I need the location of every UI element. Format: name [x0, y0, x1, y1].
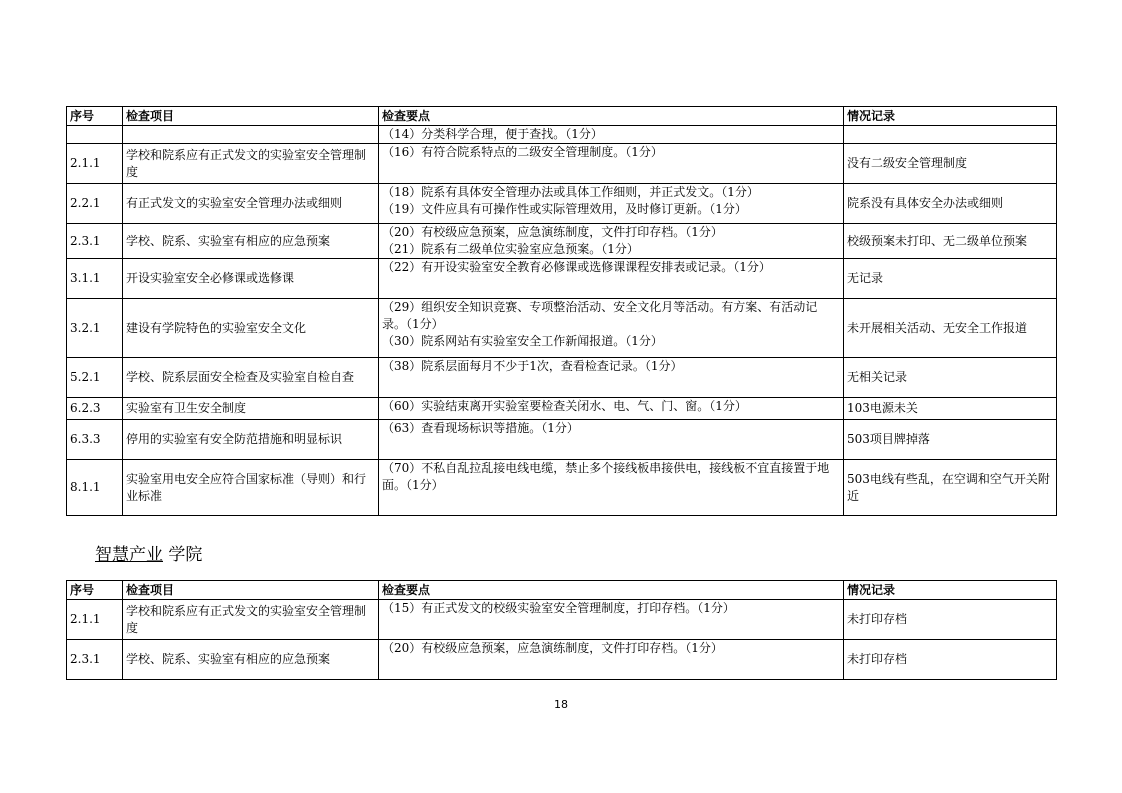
header-no: 序号: [67, 581, 123, 600]
cell-points: [379, 224, 844, 259]
cell-points: [379, 358, 844, 398]
check-point: （60）实验结束离开实验室要检查关闭水、电、气、门、窗。（1分）: [382, 399, 747, 413]
check-point: （30）院系网站有实验室安全工作新闻报道。（1分）: [382, 334, 663, 348]
section-title-rest: 学院: [163, 545, 203, 565]
table-row: [67, 184, 1057, 224]
check-point: （29）组织安全知识竞赛、专项整治活动、安全文化月等活动。有方案、有活动记录。（1分）: [382, 300, 818, 331]
cell-no: 2.3.1: [67, 224, 123, 259]
cell-record: 未打印存档: [844, 600, 1057, 640]
cell-no: [67, 126, 123, 144]
cell-points: [379, 640, 844, 680]
cell-item: 停用的实验室有安全防范措施和明显标识: [123, 420, 379, 460]
cell-item: 学校和院系应有正式发文的实验室安全管理制度: [123, 600, 379, 640]
section-title-underlined: 智慧产业: [95, 545, 163, 565]
cell-record: 院系没有具体安全办法或细则: [844, 184, 1057, 224]
cell-item: 学校、院系层面安全检查及实验室自检自查: [123, 358, 379, 398]
cell-points: [379, 126, 844, 144]
table-row: [67, 299, 1057, 358]
cell-record: 未开展相关活动、无安全工作报道: [844, 299, 1057, 358]
header-points: 检查要点: [379, 107, 844, 126]
table-row: [67, 259, 1057, 299]
cell-no: 2.2.1: [67, 184, 123, 224]
cell-record: 503项目牌掉落: [844, 420, 1057, 460]
cell-item: 实验室用电安全应符合国家标准（导则）和行业标准: [123, 460, 379, 516]
table-row: [67, 600, 1057, 640]
cell-no: 2.3.1: [67, 640, 123, 680]
cell-record: 未打印存档: [844, 640, 1057, 680]
table-row: [67, 144, 1057, 184]
cell-item: 学校和院系应有正式发文的实验室安全管理制度: [123, 144, 379, 184]
cell-no: 5.2.1: [67, 358, 123, 398]
cell-item: 开设实验室安全必修课或选修课: [123, 259, 379, 299]
header-record: 情况记录: [844, 107, 1057, 126]
check-point: （63）查看现场标识等措施。（1分）: [382, 421, 579, 435]
cell-record: [844, 126, 1057, 144]
cell-points: [379, 299, 844, 358]
cell-item: 实验室有卫生安全制度: [123, 398, 379, 420]
check-point: （20）有校级应急预案，应急演练制度，文件打印存档。（1分）: [382, 641, 723, 655]
cell-item: 有正式发文的实验室安全管理办法或细则: [123, 184, 379, 224]
table-row: [67, 224, 1057, 259]
cell-no: 2.1.1: [67, 600, 123, 640]
check-point: （38）院系层面每月不少于1次，查看检查记录。（1分）: [382, 359, 683, 373]
cell-points: [379, 184, 844, 224]
cell-record: 无相关记录: [844, 358, 1057, 398]
header-record: 情况记录: [844, 581, 1057, 600]
table-row: [67, 460, 1057, 516]
header-points: 检查要点: [379, 581, 844, 600]
header-item: 检查项目: [123, 107, 379, 126]
cell-points: [379, 398, 844, 420]
check-point: （20）有校级应急预案，应急演练制度，文件打印存档。（1分）: [382, 225, 723, 239]
cell-record: 没有二级安全管理制度: [844, 144, 1057, 184]
cell-record: 校级预案未打印、无二级单位预案: [844, 224, 1057, 259]
table-row: [67, 640, 1057, 680]
table-row: [67, 420, 1057, 460]
table-row: [67, 358, 1057, 398]
check-point: （16）有符合院系特点的二级安全管理制度。（1分）: [382, 145, 663, 159]
cell-points: [379, 259, 844, 299]
check-point: （19）文件应具有可操作性或实际管理效用，及时修订更新。（1分）: [382, 202, 747, 216]
check-point: （18）院系有具体安全管理办法或具体工作细则，并正式发文。（1分）: [382, 185, 759, 199]
cell-no: 6.3.3: [67, 420, 123, 460]
cell-no: 3.2.1: [67, 299, 123, 358]
cell-record: 503电线有些乱，在空调和空气开关附近: [844, 460, 1057, 516]
page-number: 18: [554, 698, 568, 711]
section-title: [95, 542, 202, 568]
check-point: （14）分类科学合理，便于查找。（1分）: [382, 127, 603, 141]
cell-points: [379, 460, 844, 516]
inspection-table-2: [66, 580, 1057, 680]
cell-record: 无记录: [844, 259, 1057, 299]
cell-item: 学校、院系、实验室有相应的应急预案: [123, 640, 379, 680]
cell-points: [379, 144, 844, 184]
check-point: （70）不私自乱拉乱接电线电缆，禁止多个接线板串接供电，接线板不宜直接置于地面。（1分）: [382, 461, 830, 492]
cell-item: 学校、院系、实验室有相应的应急预案: [123, 224, 379, 259]
header-item: 检查项目: [123, 581, 379, 600]
cell-points: [379, 600, 844, 640]
cell-no: 3.1.1: [67, 259, 123, 299]
check-point: （22）有开设实验室安全教育必修课或选修课课程安排表或记录。（1分）: [382, 260, 771, 274]
cell-no: 8.1.1: [67, 460, 123, 516]
check-point: （15）有正式发文的校级实验室安全管理制度，打印存档。（1分）: [382, 601, 735, 615]
cell-item: 建设有学院特色的实验室安全文化: [123, 299, 379, 358]
header-no: 序号: [67, 107, 123, 126]
cell-no: 2.1.1: [67, 144, 123, 184]
cell-item: [123, 126, 379, 144]
cell-points: [379, 420, 844, 460]
table-header-row: [67, 107, 1057, 126]
table-row: [67, 398, 1057, 420]
cell-record: 103电源未关: [844, 398, 1057, 420]
table-header-row: [67, 581, 1057, 600]
table-row: [67, 126, 1057, 144]
inspection-table-1: [66, 106, 1057, 516]
cell-no: 6.2.3: [67, 398, 123, 420]
check-point: （21）院系有二级单位实验室应急预案。（1分）: [382, 242, 639, 256]
